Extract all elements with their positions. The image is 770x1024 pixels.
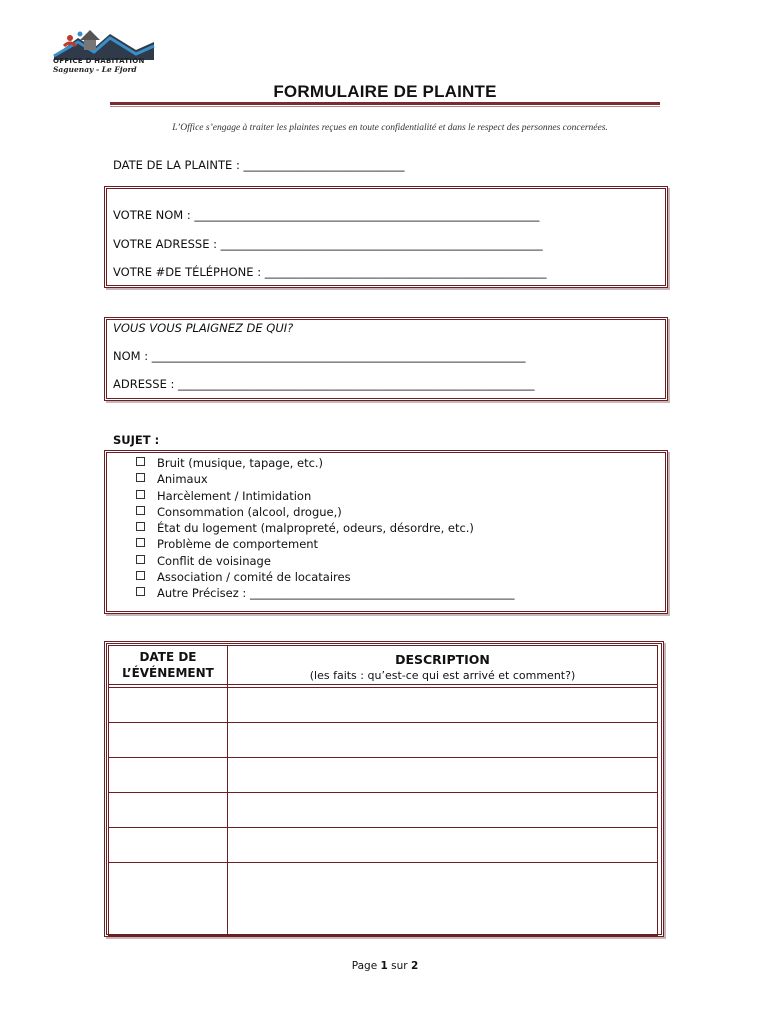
your-name-field[interactable]: VOTRE NOM : ____________________________________________________________ bbox=[113, 208, 540, 222]
event-description-cell[interactable] bbox=[228, 688, 658, 723]
title-rule bbox=[110, 102, 660, 105]
event-date-cell[interactable] bbox=[109, 688, 228, 723]
event-date-cell[interactable] bbox=[109, 723, 228, 758]
subject-options bbox=[136, 455, 514, 602]
subject-option[interactable]: Bruit (musique, tapage, etc.) bbox=[136, 455, 514, 471]
subject-option[interactable]: Animaux bbox=[136, 471, 514, 487]
event-description-cell[interactable] bbox=[228, 828, 658, 863]
event-description-cell[interactable] bbox=[228, 758, 658, 793]
checkbox-icon[interactable] bbox=[136, 473, 145, 482]
event-description-cell[interactable] bbox=[228, 863, 658, 936]
checkbox-icon[interactable] bbox=[136, 457, 145, 466]
page-indicator: Page 1 sur 2 bbox=[351, 960, 419, 972]
event-date-cell[interactable] bbox=[109, 863, 228, 936]
checkbox-icon[interactable] bbox=[136, 555, 145, 564]
subject-option[interactable]: État du logement (malpropreté, odeurs, désordre, etc.) bbox=[136, 520, 514, 536]
table-row bbox=[109, 688, 658, 723]
subject-option[interactable]: Consommation (alcool, drogue,) bbox=[136, 504, 514, 520]
description-header: DESCRIPTION (les faits : qu’est-ce qui est arrivé et comment?) bbox=[228, 646, 658, 685]
form-title: FORMULAIRE DE PLAINTE bbox=[273, 82, 497, 101]
table-row bbox=[109, 758, 658, 793]
event-description-cell[interactable] bbox=[228, 723, 658, 758]
logo-name-line1: OFFICE D'HABITATION bbox=[53, 57, 145, 65]
target-name-field[interactable]: NOM : _________________________________________________________________ bbox=[113, 349, 526, 363]
subject-label: SUJET : bbox=[113, 433, 160, 447]
events-table bbox=[108, 645, 658, 936]
title-rule-thin bbox=[110, 106, 660, 107]
your-address-field[interactable]: VOTRE ADRESSE : ________________________________________________________ bbox=[113, 237, 543, 251]
event-description-cell[interactable] bbox=[228, 793, 658, 828]
target-heading: VOUS VOUS PLAIGNEZ DE QUI? bbox=[113, 321, 294, 335]
event-date-cell[interactable] bbox=[109, 828, 228, 863]
target-address-field[interactable]: ADRESSE : ______________________________________________________________ bbox=[113, 377, 535, 391]
checkbox-icon[interactable] bbox=[136, 538, 145, 547]
event-date-cell[interactable] bbox=[109, 793, 228, 828]
subject-option[interactable]: Harcèlement / Intimidation bbox=[136, 488, 514, 504]
checkbox-icon[interactable] bbox=[136, 571, 145, 580]
event-date-header: DATE DE L’ÉVÉNEMENT bbox=[109, 646, 228, 685]
checkbox-icon[interactable] bbox=[136, 522, 145, 531]
event-date-cell[interactable] bbox=[109, 758, 228, 793]
checkbox-icon[interactable] bbox=[136, 587, 145, 596]
table-row bbox=[109, 793, 658, 828]
logo-name-line2: Saguenay - Le Fjord bbox=[53, 65, 137, 74]
your-phone-field[interactable]: VOTRE #DE TÉLÉPHONE : _________________________________________________ bbox=[113, 265, 547, 279]
checkbox-icon[interactable] bbox=[136, 490, 145, 499]
subject-option[interactable]: Conflit de voisinage bbox=[136, 553, 514, 569]
confidentiality-statement: L’Office s’engage à traiter les plaintes reçues en toute confidentialité et dans le respect des personnes concernées. bbox=[172, 123, 608, 133]
subject-option[interactable]: Association / comité de locataires bbox=[136, 569, 514, 585]
complaint-date-field[interactable]: DATE DE LA PLAINTE : ____________________________ bbox=[113, 158, 405, 172]
subject-option[interactable]: Problème de comportement bbox=[136, 536, 514, 552]
subject-option-other[interactable]: Autre Précisez : ______________________________________________ bbox=[136, 585, 514, 601]
table-row bbox=[109, 828, 658, 863]
events-header-row bbox=[109, 646, 658, 685]
table-row bbox=[109, 723, 658, 758]
table-row bbox=[109, 863, 658, 936]
checkbox-icon[interactable] bbox=[136, 506, 145, 515]
